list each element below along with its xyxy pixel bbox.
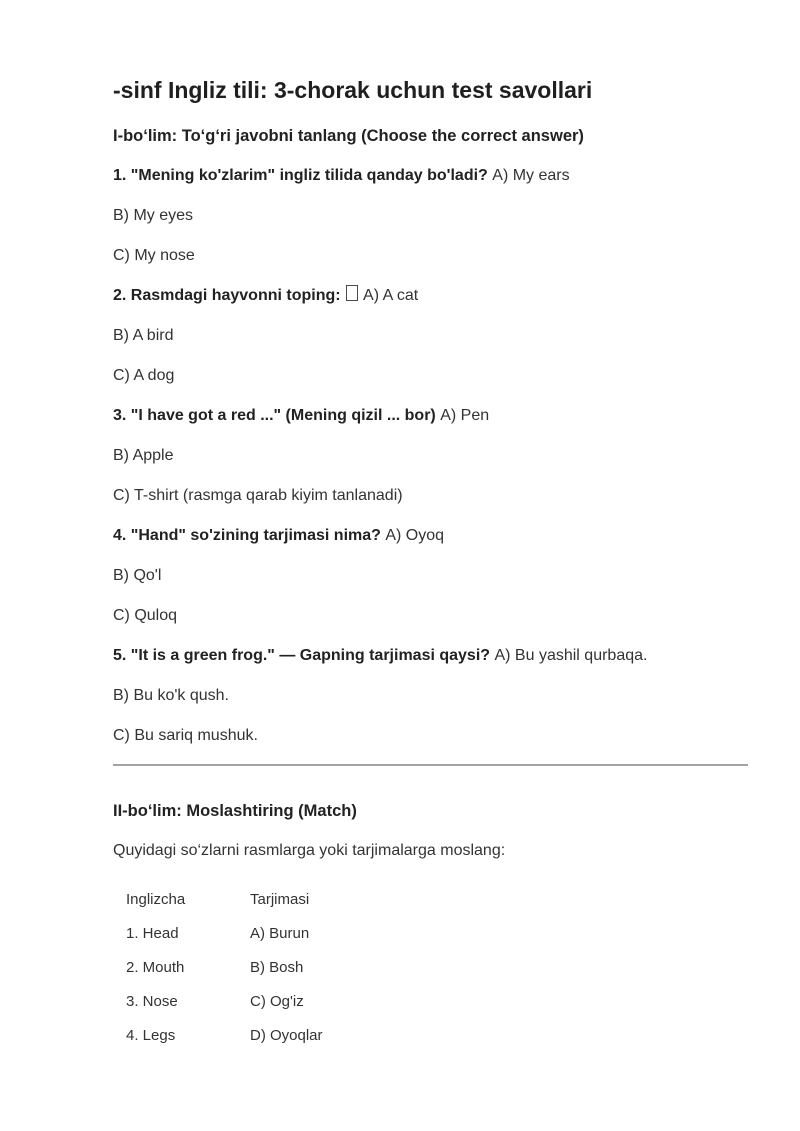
question-line	[113, 404, 748, 428]
match-table-cell-translation: C) Og'iz	[250, 993, 304, 1011]
question-option: C) Bu sariq mushuk.	[113, 727, 258, 745]
match-table-header-row	[126, 883, 323, 917]
missing-glyph-box	[346, 285, 358, 301]
match-table-row	[126, 917, 323, 951]
question-option-a: A) Pen	[440, 407, 490, 425]
match-table-cell-english: 2. Mouth	[126, 959, 185, 977]
question-option-a: A) Bu yashil qurbaqa.	[494, 647, 648, 665]
question-prompt: 4. "Hand" so'zining tarjimasi nima?	[113, 527, 386, 545]
question-line	[113, 644, 748, 668]
match-table-cell-translation: B) Bosh	[250, 959, 304, 977]
section-divider	[113, 764, 748, 766]
match-table-cell-translation: D) Oyoqlar	[250, 1027, 323, 1045]
match-table-header-english: Inglizcha	[126, 891, 186, 909]
question-option: B) A bird	[113, 327, 174, 345]
match-table-body	[126, 917, 323, 1053]
question-option: C) T-shirt (rasmga qarab kiyim tanlanadi)	[113, 487, 403, 505]
page-title: -sinf Ingliz tili: 3-chorak uchun test savollari	[113, 77, 593, 103]
question-option-a: A) Oyoq	[385, 527, 445, 545]
match-table-cell-english: 3. Nose	[126, 993, 178, 1011]
question-option: B) My eyes	[113, 207, 194, 225]
match-table	[126, 883, 323, 1053]
match-table-header-translation: Tarjimasi	[250, 891, 310, 909]
question-option-a: A) A cat	[363, 287, 419, 305]
question-option: C) Quloq	[113, 607, 178, 625]
question-option: B) Bu ko'k qush.	[113, 687, 229, 705]
match-table-row	[126, 951, 323, 985]
section1-heading: I-bo‘lim: To‘g‘ri javobni tanlang (Choose the correct answer)	[113, 127, 584, 146]
question-option: C) A dog	[113, 367, 175, 385]
section2-heading: II-bo‘lim: Moslashtiring (Match)	[113, 802, 357, 821]
question-line	[113, 164, 748, 188]
question-line	[113, 524, 748, 548]
question-prompt: 1. "Mening ko'zlarim" ingliz tilida qanday bo'ladi?	[113, 167, 493, 185]
question-prompt: 3. "I have got a red ..." (Mening qizil ... bor)	[113, 407, 441, 425]
question-option: B) Qo'l	[113, 567, 162, 585]
question-prompt: 5. "It is a green frog." — Gapning tarjimasi qaysi?	[113, 647, 495, 665]
section2-instruction: Quyidagi so‘zlarni rasmlarga yoki tarjimalarga moslang:	[113, 842, 506, 860]
match-table-row	[126, 985, 323, 1019]
match-table-cell-english: 4. Legs	[126, 1027, 176, 1045]
question-option-a: A) My ears	[492, 167, 570, 185]
match-table-cell-translation: A) Burun	[250, 925, 310, 943]
question-line	[113, 284, 748, 308]
question-option: B) Apple	[113, 447, 174, 465]
question-prompt: 2. Rasmdagi hayvonni toping:	[113, 287, 346, 305]
questions-list	[113, 164, 748, 748]
match-table-cell-english: 1. Head	[126, 925, 179, 943]
question-option: C) My nose	[113, 247, 195, 265]
match-table-row	[126, 1019, 323, 1053]
